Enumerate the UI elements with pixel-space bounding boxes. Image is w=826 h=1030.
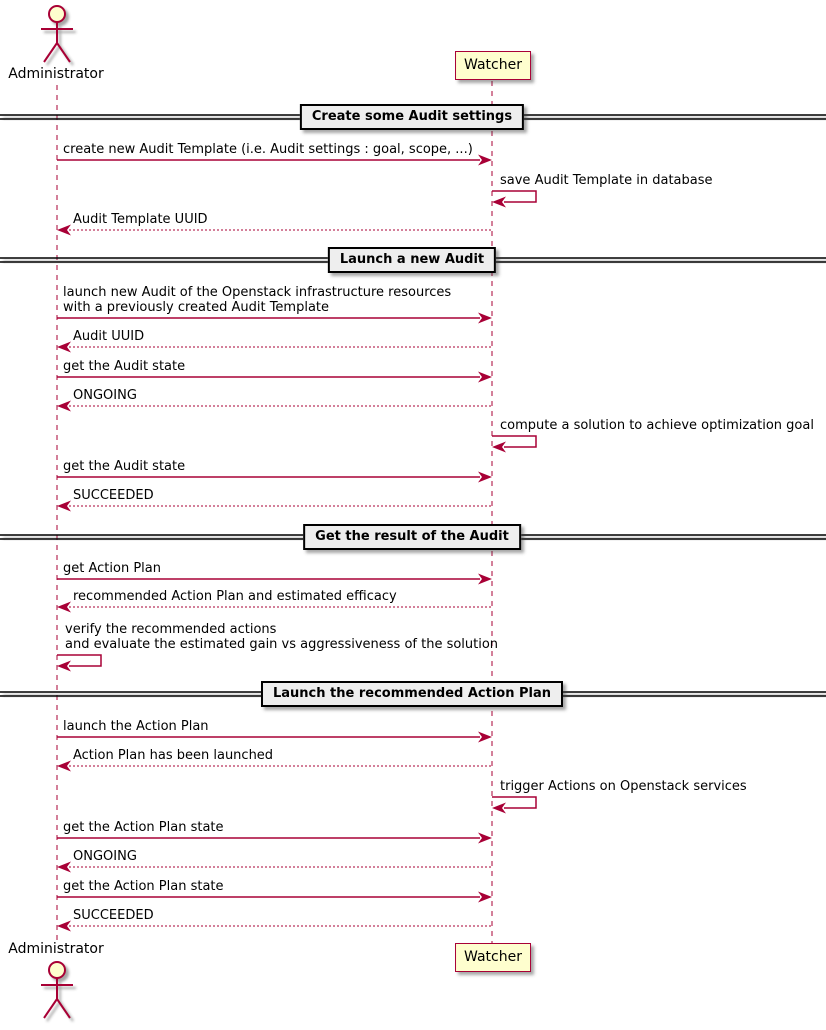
message-label-line: get the Action Plan state [63,820,224,835]
message-label-line: Action Plan has been launched [73,748,274,763]
message-label-line: Audit UUID [73,329,145,344]
message-label-line: recommended Action Plan and estimated efficacy [73,589,397,604]
message-self-1 [492,191,536,208]
divider-lines-0 [0,115,826,119]
message-return-2 [57,225,492,236]
message-label-line: get the Audit state [63,459,186,474]
message-label-line: get Action Plan [63,561,161,576]
message-label-line: get the Audit state [63,359,186,374]
message-solid-8 [57,472,492,483]
message-label-line: trigger Actions on Openstack services [500,779,747,794]
divider-title: Get the result of the Audit [303,524,521,550]
message-label-line: with a previously created Audit Template [63,300,330,315]
message-self-15 [492,797,536,814]
message-label-line: ONGOING [73,388,137,403]
message-solid-18 [57,892,492,903]
message-solid-13 [57,732,492,743]
divider-title: Launch a new Audit [328,247,496,273]
message-solid-0 [57,155,492,166]
actor-figure-administrator-top [41,6,73,62]
actor-label-administrator-top: Administrator [8,66,104,82]
message-label-line: and evaluate the estimated gain vs aggressiveness of the solution [65,637,499,652]
message-solid-10 [57,574,492,585]
message-return-4 [57,342,492,353]
message-label-line: ONGOING [73,849,137,864]
message-label-line: save Audit Template in database [500,173,713,188]
message-label-line: launch new Audit of the Openstack infrastructure resources [63,285,452,300]
message-return-17 [57,862,492,873]
message-self-7 [492,436,536,453]
message-return-19 [57,921,492,932]
message-self-12 [57,655,101,672]
message-label-line: compute a solution to achieve optimization goal [500,418,814,433]
message-label-line: verify the recommended actions [65,622,277,637]
message-label-line: Audit Template UUID [73,212,208,227]
message-label-line: get the Action Plan state [63,879,224,894]
message-solid-5 [57,372,492,383]
message-return-11 [57,602,492,613]
message-label-line: SUCCEEDED [73,488,154,503]
divider-lines-1 [0,258,826,262]
divider-lines-2 [0,535,826,539]
actor-label-administrator-bottom: Administrator [8,941,104,957]
message-solid-3 [57,313,492,324]
divider-title: Launch the recommended Action Plan [261,681,563,707]
message-label-line: launch the Action Plan [63,719,209,734]
divider-lines-3 [0,692,826,696]
participant-box-watcher-bottom: Watcher [455,943,531,972]
message-return-14 [57,761,492,772]
message-return-9 [57,501,492,512]
message-solid-16 [57,833,492,844]
divider-title: Create some Audit settings [300,104,524,130]
message-label-line: create new Audit Template (i.e. Audit settings : goal, scope, ...) [63,142,473,157]
message-return-6 [57,401,492,412]
message-label-line: SUCCEEDED [73,908,154,923]
participant-box-watcher-top: Watcher [455,51,531,80]
actor-figure-administrator-bottom [41,962,73,1018]
